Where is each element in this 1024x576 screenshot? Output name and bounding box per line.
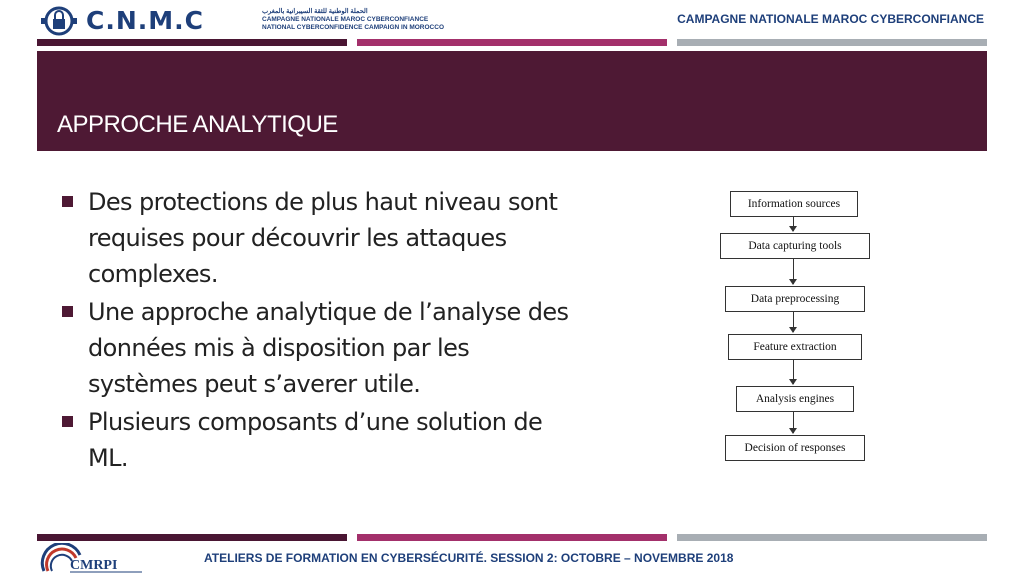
slide-title: APPROCHE ANALYTIQUE: [57, 111, 338, 138]
bullet-square-icon: [62, 306, 73, 317]
divider-bar: [677, 39, 987, 46]
divider-bar: [37, 534, 347, 541]
logo-title: C.N.M.C: [86, 6, 204, 35]
flow-arrow: [793, 258, 794, 284]
bullet-text: Des protections de plus haut niveau sont requises pour découvrir les attaques complexes.: [88, 188, 558, 288]
flow-step-information-sources: Information sources: [730, 191, 858, 217]
cmrpi-logo: [40, 543, 150, 573]
top-divider-bars: [37, 39, 987, 46]
logo-subtitle: [262, 8, 462, 32]
flow-arrow: [793, 411, 794, 433]
bullet-text: Plusieurs composants d’une solution de ML.: [88, 408, 543, 472]
footer-session-text: ATELIERS DE FORMATION EN CYBERSÉCURITÉ. SESSION 2: OCTOBRE – NOVEMBRE 2018: [204, 551, 734, 565]
cmrpi-logo-text: CMRPI: [70, 558, 118, 573]
logo-subtitle-fr: CAMPAGNE NATIONALE MAROC CYBERCONFIANCE: [262, 16, 429, 23]
header-campaign-title: CAMPAGNE NATIONALE MAROC CYBERCONFIANCE: [677, 12, 984, 26]
flow-step-analysis-engines: Analysis engines: [736, 386, 854, 412]
flow-step-feature-extraction: Feature extraction: [728, 334, 862, 360]
flow-arrow: [793, 311, 794, 332]
divider-bar: [677, 534, 987, 541]
divider-bar: [37, 39, 347, 46]
bottom-divider-bars: [37, 534, 987, 541]
bullet-list: [62, 184, 582, 478]
cnmc-logo: [40, 6, 204, 36]
flow-arrow: [793, 359, 794, 384]
shield-lock-icon: [40, 6, 78, 36]
divider-bar: [357, 534, 667, 541]
bullet-square-icon: [62, 196, 73, 207]
bullet-square-icon: [62, 416, 73, 427]
bullet-text: Une approche analytique de l’analyse des données mis à disposition par les systèmes peut s’averer utile.: [88, 298, 569, 398]
flow-arrow: [793, 216, 794, 231]
divider-bar: [357, 39, 667, 46]
bullet-item: [62, 184, 582, 292]
bullet-item: [62, 404, 582, 476]
logo-subtitle-en: NATIONAL CYBERCONFIDENCE CAMPAIGN IN MOROCCO: [262, 24, 444, 31]
ml-pipeline-diagram: [718, 190, 878, 470]
flow-step-decision-of-responses: Decision of responses: [725, 435, 865, 461]
bullet-item: [62, 294, 582, 402]
title-band: [37, 51, 987, 151]
flow-step-data-preprocessing: Data preprocessing: [725, 286, 865, 312]
flow-step-data-capturing-tools: Data capturing tools: [720, 233, 870, 259]
logo-subtitle-ar: الحملة الوطنية للثقة السيبرانية بالمغرب: [262, 8, 368, 15]
